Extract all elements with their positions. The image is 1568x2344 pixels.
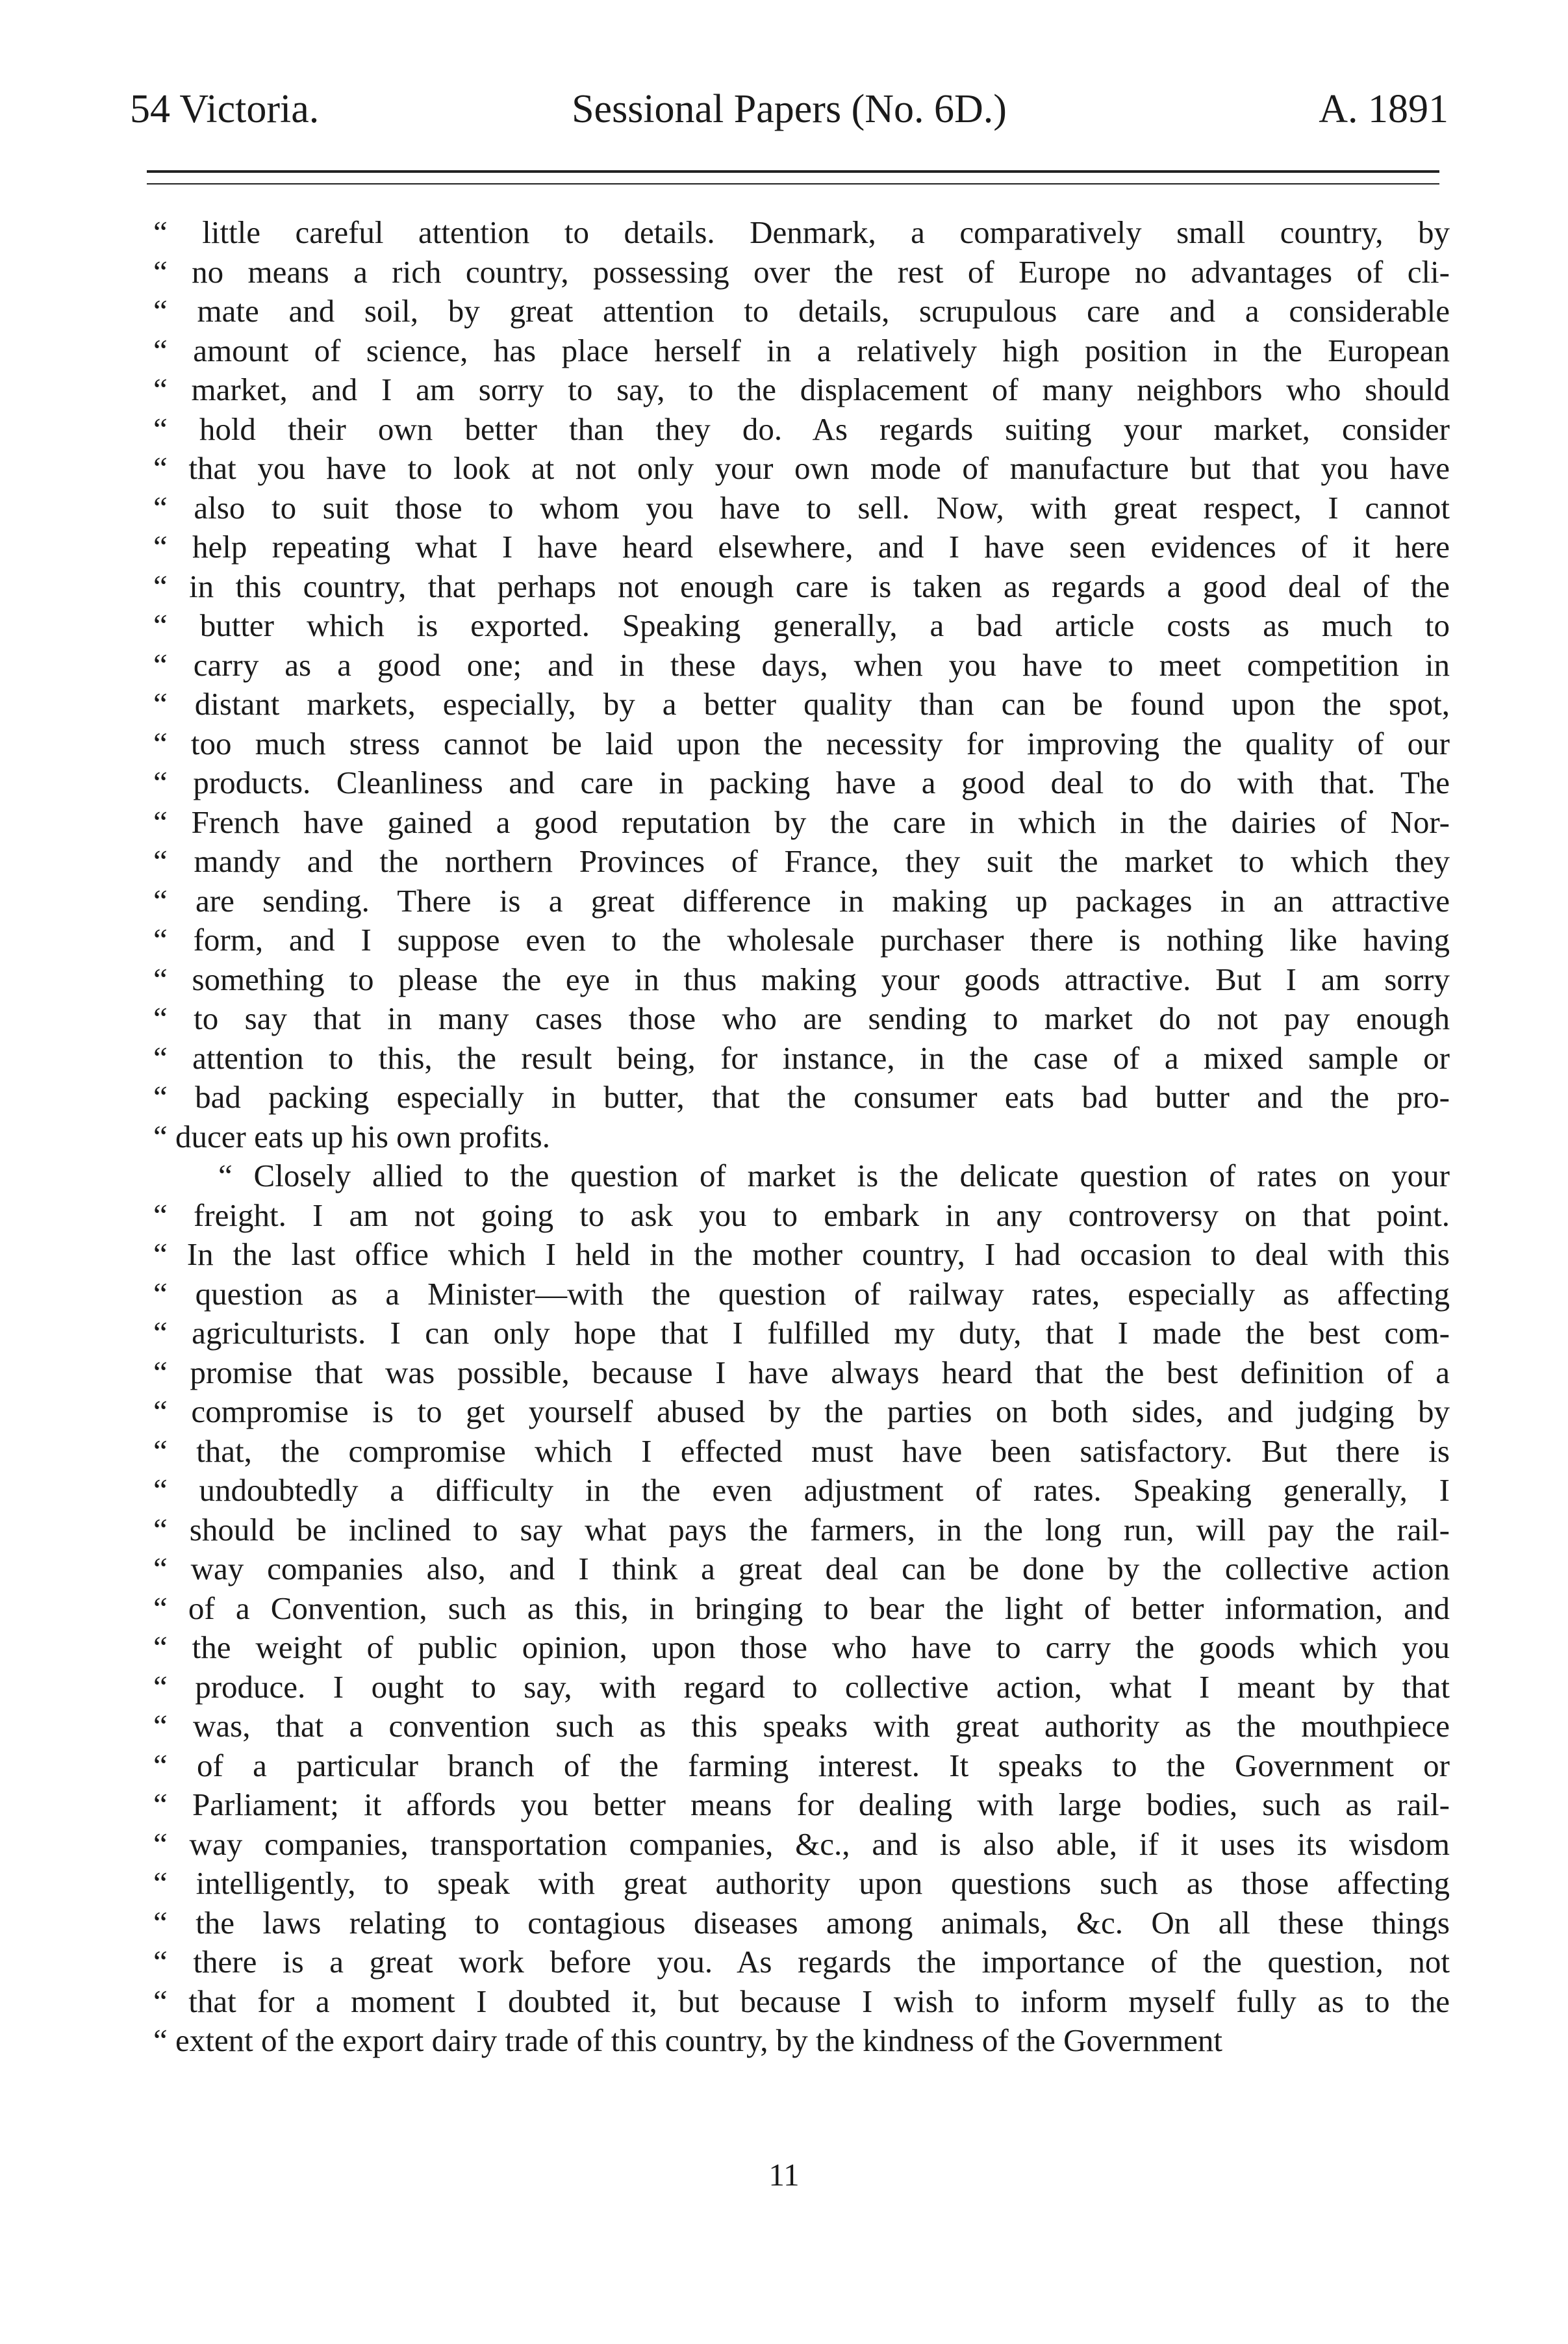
text-line: “ form, and I suppose even to the wholesale purchaser there is nothing like having — [153, 922, 1450, 958]
header-rule-thin — [147, 183, 1439, 185]
text-line: “ way companies also, and I think a great deal can be done by the collective action — [153, 1551, 1450, 1586]
text-line: “ to say that in many cases those who are sending to market do not pay enough — [153, 1000, 1450, 1036]
text-line: “ that you have to look at not only your own mode of manufacture but that you have — [153, 450, 1450, 486]
text-line: “ mandy and the northern Provinces of France, they suit the market to which they — [153, 843, 1450, 879]
text-line: “ that for a moment I doubted it, but because I wish to inform myself fully as to the — [153, 1983, 1450, 2019]
text-line: “ intelligently, to speak with great authority upon questions such as those affecting — [153, 1865, 1450, 1901]
running-header — [130, 83, 1448, 135]
text-line: “ amount of science, has place herself in a relatively high position in the European — [153, 332, 1450, 368]
text-line: “ little careful attention to details. Denmark, a comparatively small country, by — [153, 214, 1450, 250]
text-line: “ Parliament; it affords you better means for dealing with large bodies, such as rail- — [153, 1787, 1450, 1822]
text-line: “ mate and soil, by great attention to details, scrupulous care and a considerable — [153, 293, 1450, 329]
text-line: “ bad packing especially in butter, that the consumer eats bad butter and the pro- — [153, 1079, 1450, 1115]
text-line: “ butter which is exported. Speaking generally, a bad article costs as much to — [153, 607, 1450, 643]
header-title: Sessional Papers (No. 6D.) — [572, 87, 1007, 131]
header-session: 54 Victoria. — [130, 87, 320, 131]
text-line: “ something to please the eye in thus making your goods attractive. But I am sorry — [153, 961, 1450, 997]
page-number: 11 — [768, 2157, 800, 2193]
text-line: “ help repeating what I have heard elsewhere, and I have seen evidences of it here — [153, 529, 1450, 565]
text-line: “ question as a Minister—with the question of railway rates, especially as affecting — [153, 1275, 1450, 1312]
text-line: “ way companies, transportation companies, &c., and is also able, if it uses its wisdom — [153, 1826, 1450, 1862]
text-line: “ ducer eats up his own profits. — [153, 1118, 550, 1154]
text-line: “ of a Convention, such as this, in bringing to bear the light of better information, and — [153, 1590, 1450, 1626]
text-line: “ no means a rich country, possessing over the rest of Europe no advantages of cli- — [153, 253, 1450, 290]
text-line: “ in this country, that perhaps not enough care is taken as regards a good deal of the — [153, 568, 1450, 604]
text-line: “ produce. I ought to say, with regard to collective action, what I meant by that — [153, 1668, 1450, 1705]
text-line: “ that, the compromise which I effected must have been satisfactory. But there is — [153, 1433, 1450, 1469]
text-line: “ undoubtedly a difficulty in the even adjustment of rates. Speaking generally, I — [153, 1472, 1450, 1508]
text-line: “ hold their own better than they do. As regards suiting your market, consider — [153, 411, 1450, 447]
text-line: “ In the last office which I held in the mother country, I had occasion to deal with this — [153, 1236, 1450, 1272]
text-line: “ products. Cleanliness and care in packing have a good deal to do with that. The — [153, 765, 1450, 800]
text-line: “ promise that was possible, because I have always heard that the best definition of a — [153, 1354, 1450, 1390]
header-year: A. 1891 — [1319, 87, 1448, 131]
text-line: “ attention to this, the result being, for instance, in the case of a mixed sample or — [153, 1039, 1450, 1076]
text-line: “ distant markets, especially, by a better quality than can be found upon the spot, — [153, 686, 1450, 722]
text-line: “ too much stress cannot be laid upon the necessity for improving the quality of our — [153, 725, 1450, 761]
text-line: “ there is a great work before you. As regards the importance of the question, not — [153, 1944, 1450, 1980]
text-line: “ French have gained a good reputation by the care in which in the dairies of Nor- — [153, 804, 1450, 840]
text-line: “ of a particular branch of the farming interest. It speaks to the Government or — [153, 1747, 1450, 1783]
body-text — [153, 213, 1450, 2061]
header-rule-thick — [147, 170, 1439, 173]
text-line: “ was, that a convention such as this speaks with great authority as the mouthpiece — [153, 1708, 1450, 1744]
text-line: “ freight. I am not going to ask you to embark in any controversy on that point. — [153, 1197, 1450, 1233]
text-line: “ compromise is to get yourself abused by the parties on both sides, and judging by — [153, 1394, 1450, 1429]
text-line: “ also to suit those to whom you have to sell. Now, with great respect, I cannot — [153, 489, 1450, 526]
text-line: “ should be inclined to say what pays the farmers, in the long run, will pay the rail- — [153, 1511, 1450, 1548]
text-line: “ are sending. There is a great difference in making up packages in an attractive — [153, 882, 1450, 919]
text-line: “ the weight of public opinion, upon those who have to carry the goods which you — [153, 1629, 1450, 1665]
text-line: “ agriculturists. I can only hope that I fulfilled my duty, that I made the best com- — [153, 1315, 1450, 1351]
text-line: “ extent of the export dairy trade of this country, by the kindness of the Government — [153, 2022, 1223, 2058]
text-line: “ the laws relating to contagious diseases among animals, &c. On all these things — [153, 1904, 1450, 1941]
text-line: “ Closely allied to the question of market is the delicate question of rates on your — [218, 1158, 1450, 1193]
text-line: “ carry as a good one; and in these days, when you have to meet competition in — [153, 646, 1450, 683]
text-line: “ market, and I am sorry to say, to the displacement of many neighbors who should — [153, 372, 1450, 407]
